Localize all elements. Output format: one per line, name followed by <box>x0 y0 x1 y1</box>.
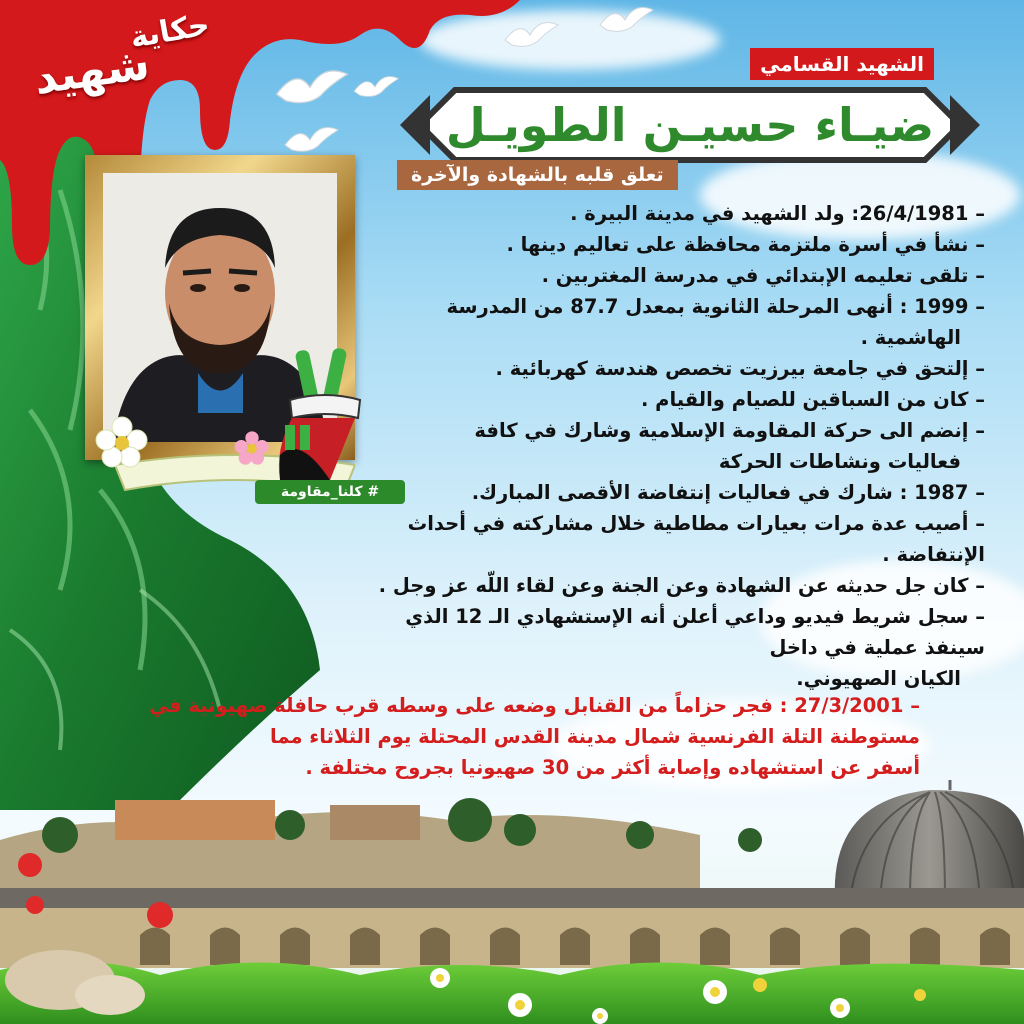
bio-line-continued: الكيان الصهيوني. <box>796 667 961 690</box>
bio-line: – تلقى تعليمه الإبتدائي في مدرسة المغتربين . <box>541 264 985 287</box>
brand-logo <box>10 7 250 105</box>
title-subtitle: تعلق قلبه بالشهادة والآخرة <box>397 160 678 190</box>
dove-icon <box>595 0 655 40</box>
brand-line-1: حكاية <box>127 7 213 56</box>
bio-line: – إنضم الى حركة المقاومة الإسلامية وشارك في كافة <box>474 419 985 442</box>
jerusalem-skyline <box>0 780 1024 1024</box>
bio-line: – إلتحق في جامعة بيرزيت تخصص هندسة كهربائية . <box>495 357 985 380</box>
hashtag-label: # كلنا_مقاومة <box>255 480 405 504</box>
bio-line: – سجل شريط فيديو وداعي أعلن أنه الإستشهادي الـ 12 الذي سينفذ عملية في داخل <box>405 605 985 659</box>
biography-list <box>360 198 985 694</box>
martyr-name: ضيـاء حسيـن الطويـل <box>445 98 935 152</box>
flower-icon <box>92 412 152 472</box>
bio-line: – نشأ في أسرة ملتزمة محافظة على تعاليم دينها . <box>506 233 985 256</box>
bio-line: – كان من السباقين للصيام والقيام . <box>640 388 985 411</box>
bio-line: – كان جل حديثه عن الشهادة وعن الجنة وعن لقاء اللّه عز وجل . <box>378 574 985 597</box>
flower-icon <box>232 428 272 468</box>
bio-line: – أصيب عدة مرات بعيارات مطاطية خلال مشاركته في أحداث الإنتفاضة . <box>407 512 985 566</box>
brand-line-2: شهيد <box>31 38 153 105</box>
bio-line-continued: فعاليات ونشاطات الحركة <box>718 450 961 473</box>
martyrdom-line: – 27/3/2001 : فجر حزاماً من القنابل وضعه على وسطه قرب حافلة صهيونية في <box>149 694 920 717</box>
bio-line: – 26/4/1981: ولد الشهيد في مدينة البيرة . <box>570 202 985 225</box>
title-prefix: الشهيد القسامي <box>750 48 934 80</box>
bio-line-continued: الهاشمية . <box>860 326 961 349</box>
bio-line: – 1999 : أنهى المرحلة الثانوية بمعدل 87.7 من المدرسة <box>446 295 985 318</box>
martyrdom-paragraph <box>130 690 920 783</box>
martyrdom-line: أسفر عن استشهاده وإصابة أكثر من 30 صهيونيا بجروح مختلفة . <box>305 756 920 779</box>
martyrdom-line: مستوطنة التلة الفرنسية شمال مدينة القدس المحتلة يوم الثلاثاء مما <box>270 725 920 748</box>
bio-line: – 1987 : شارك في فعاليات إنتفاضة الأقصى المبارك. <box>471 481 985 504</box>
